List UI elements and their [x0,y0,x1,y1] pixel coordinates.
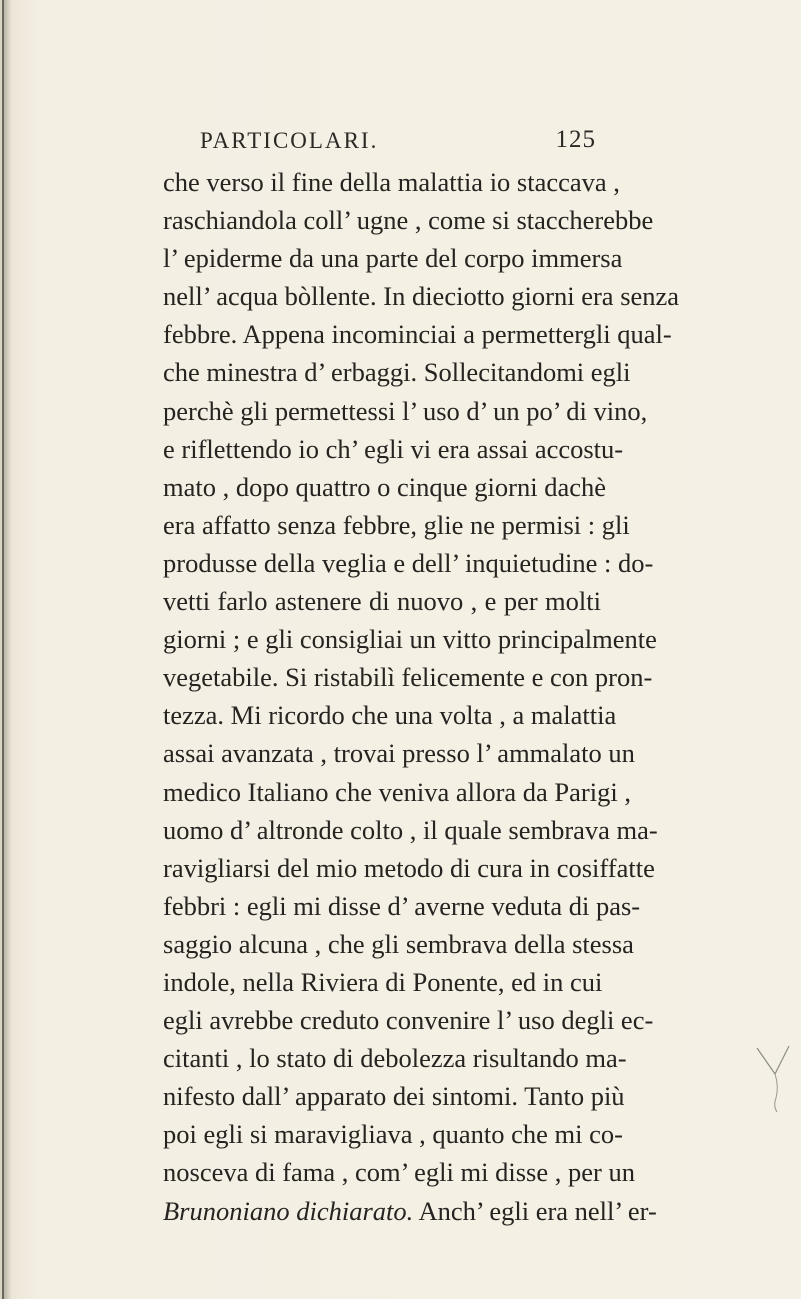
running-head [200,128,596,164]
pencil-mark-icon [753,1040,793,1120]
text-line: uomo d’ altronde colto , il quale sembrava ma- [163,814,658,845]
text-line: vetti farlo astenere di nuovo , e per molti [163,586,601,617]
body-text [163,163,680,1230]
text-line: febbri : egli mi disse d’ averne veduta di pas- [163,890,641,921]
text-line: nifesto dall’ apparato dei sintomi. Tanto più [163,1081,625,1112]
page-number: 125 [555,126,596,153]
pencil-mark [753,1040,793,1120]
text-line: mato , dopo quattro o cinque giorni dachè [163,471,607,502]
text-line: poi egli si maravigliava , quanto che mi co- [163,1119,623,1150]
text-line: produsse della veglia e dell’ inquietudine : do- [163,547,654,578]
text-line: giorni ; e gli consigliai un vitto principalmente [163,624,657,655]
binding-shadow [4,0,12,1299]
running-head-title: PARTICOLARI. [200,128,379,153]
text-line: e riflettendo io ch’ egli vi era assai accostu- [163,433,624,464]
text-line: l’ epiderme da una parte del corpo immersa [163,243,623,274]
text-line: febbre. Appena incominciai a permettergli qual- [163,319,672,350]
text-line: che minestra d’ erbaggi. Sollecitandomi egli [163,357,631,388]
text-line: vegetabile. Si ristabilì felicemente e con pron- [163,662,653,693]
text-line: perchè gli permettessi l’ uso d’ un po’ di vino, [163,395,648,426]
text-line: saggio alcuna , che gli sembrava della stessa [163,928,634,959]
text-line: raschiandola coll’ ugne , come si staccherebbe [163,205,654,236]
text-line: nell’ acqua bòllente. In dieciotto giorni era senza [163,281,680,312]
text-line-tail: Anch’ egli era nell’ er- [413,1195,657,1226]
text-line: nosceva di fama , com’ egli mi disse , per un [163,1157,635,1188]
text-line: era affatto senza febbre, glie ne permisi : gli [163,509,630,540]
text-line: medico Italiano che veniva allora da Parigi , [163,776,631,807]
text-line: egli avrebbe creduto convenire l’ uso degli ec- [163,1005,654,1036]
italic-phrase: Brunoniano dichiarato. [163,1195,414,1226]
text-line: citanti , lo stato di debolezza risultando ma- [163,1043,627,1074]
text-line: assai avanzata , trovai presso l’ ammalato un [163,738,635,769]
text-line: ravigliarsi del mio metodo di cura in cosiffatte [163,852,655,883]
text-line: indole, nella Riviera di Ponente, ed in cui [163,966,603,997]
text-line: che verso il fine della malattia io staccava , [163,167,620,197]
text-line: tezza. Mi ricordo che una volta , a malattia [163,700,617,731]
text-line-last [163,1192,657,1230]
